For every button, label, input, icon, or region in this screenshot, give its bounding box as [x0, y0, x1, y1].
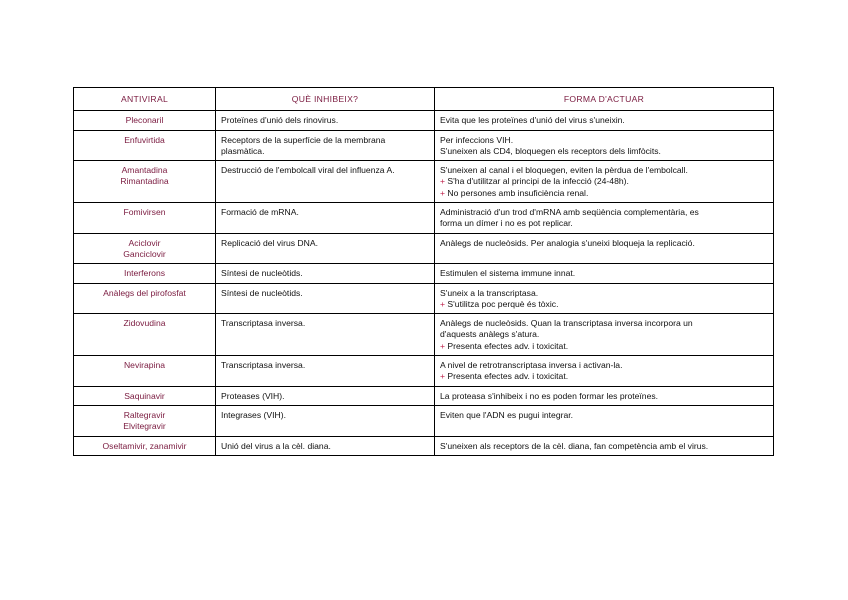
inhibits-text: Proteïnes d'unió dels rinovirus.	[221, 115, 339, 126]
action-line	[440, 176, 768, 187]
header-row	[74, 88, 774, 111]
action-line	[440, 188, 768, 199]
table-row	[74, 436, 774, 455]
table-row	[74, 203, 774, 234]
action-text: S'uneixen al canal i el bloquegen, eviten la pèrdua de l'embolcall.	[440, 165, 688, 176]
action-cell	[435, 130, 774, 161]
action-line	[440, 288, 768, 299]
drug-name: Rimantadina	[120, 176, 169, 187]
header-inhibits: QUÈ INHIBEIX?	[216, 88, 435, 111]
inhibits-cell	[216, 386, 435, 405]
inhibits-cell	[216, 203, 435, 234]
action-cell	[435, 436, 774, 455]
action-cell	[435, 233, 774, 264]
table-row	[74, 111, 774, 130]
inhibits-cell	[216, 283, 435, 314]
table-row	[74, 283, 774, 314]
action-line	[440, 341, 768, 352]
drug-name: Zidovudina	[123, 318, 166, 329]
table-row	[74, 161, 774, 203]
inhibits-cell	[216, 233, 435, 264]
inhibits-text: Receptors de la superfície de la membrana	[221, 134, 386, 145]
inhibits-cell	[216, 405, 435, 436]
plus-marker: +	[440, 176, 446, 187]
plus-marker: +	[440, 371, 446, 382]
action-text: Presenta efectes adv. i toxicitat.	[447, 340, 569, 351]
inhibits-cell	[216, 314, 435, 356]
table-row	[74, 314, 774, 356]
drug-name: Aciclovir	[128, 237, 161, 248]
action-text: Administració d'un trod d'mRNA amb seqüència complementària, es	[440, 207, 699, 218]
drug-name: Elvitegravir	[123, 421, 166, 432]
inhibits-cell	[216, 264, 435, 283]
drug-cell	[74, 386, 216, 405]
action-line	[440, 318, 768, 329]
drug-name: Ganciclovir	[123, 248, 166, 259]
drug-name: Pleconaril	[125, 115, 164, 126]
inhibits-cell	[216, 436, 435, 455]
drug-cell	[74, 233, 216, 264]
drug-name: Anàlegs del pirofosfat	[103, 287, 186, 298]
action-text: Per infeccions VIH.	[440, 134, 514, 145]
action-cell	[435, 356, 774, 387]
action-line	[440, 391, 768, 402]
action-text: S'utilitza poc perquè és tòxic.	[447, 298, 559, 309]
action-text: forma un dímer i no es pot replicar.	[440, 218, 573, 229]
action-line	[440, 410, 768, 421]
action-text: S'ha d'utilitzar al principi de la infecció (24-48h).	[447, 176, 629, 187]
action-line	[440, 238, 768, 249]
table-row	[74, 356, 774, 387]
action-line	[440, 329, 768, 340]
inhibits-text: Replicació del virus DNA.	[221, 237, 318, 248]
action-cell	[435, 111, 774, 130]
action-text: No persones amb insuficiència renal.	[447, 187, 589, 198]
table-header	[74, 88, 774, 111]
drug-name: Amantadina	[121, 165, 168, 176]
action-cell	[435, 203, 774, 234]
table-row	[74, 386, 774, 405]
drug-name: Fomivirsen	[123, 207, 166, 218]
inhibits-text: Transcriptasa inversa.	[221, 318, 306, 329]
action-text: S'uneixen als CD4, bloquegen els receptors dels limfòcits.	[440, 145, 661, 156]
inhibits-cell	[216, 111, 435, 130]
antiviral-table	[73, 87, 774, 456]
table-row	[74, 264, 774, 283]
action-text: S'uneix a la transcriptasa.	[440, 287, 539, 298]
drug-cell	[74, 356, 216, 387]
table-row	[74, 130, 774, 161]
plus-marker: +	[440, 340, 446, 351]
inhibits-text: Unió del virus a la cèl. diana.	[221, 440, 331, 451]
action-line	[440, 218, 768, 229]
action-cell	[435, 161, 774, 203]
inhibits-text: Integrases (VIH).	[221, 409, 286, 420]
inhibits-text: plasmàtica.	[221, 145, 265, 156]
drug-name: Interferons	[123, 268, 166, 279]
action-text: A nivel de retrotranscriptasa inversa i activan-la.	[440, 360, 623, 371]
action-text: Eviten que l'ADN es pugui integrar.	[440, 409, 574, 420]
inhibits-cell	[216, 161, 435, 203]
drug-cell	[74, 203, 216, 234]
drug-cell	[74, 264, 216, 283]
action-text: Estimulen el sistema immune innat.	[440, 268, 576, 279]
action-cell	[435, 386, 774, 405]
drug-cell	[74, 436, 216, 455]
drug-name: Oseltamivir, zanamivir	[102, 440, 187, 451]
drug-cell	[74, 130, 216, 161]
action-cell	[435, 314, 774, 356]
drug-cell	[74, 283, 216, 314]
inhibits-text: Destrucció de l'embolcall viral del influenza A.	[221, 165, 395, 176]
inhibits-text: Formació de mRNA.	[221, 207, 299, 218]
inhibits-cell	[216, 356, 435, 387]
header-action: FORMA D'ACTUAR	[435, 88, 774, 111]
drug-name: Nevirapina	[123, 360, 166, 371]
table-row	[74, 405, 774, 436]
header-antiviral: ANTIVIRAL	[74, 88, 216, 111]
action-line	[440, 146, 768, 157]
action-line	[440, 135, 768, 146]
action-text: Presenta efectes adv. i toxicitat.	[447, 371, 569, 382]
action-line	[440, 207, 768, 218]
plus-marker: +	[440, 187, 446, 198]
drug-name: Enfuvirtida	[124, 134, 165, 145]
inhibits-text: Proteases (VIH).	[221, 390, 285, 401]
action-text: Anàlegs de nucleòsids. Quan la transcriptasa inversa incorpora un	[440, 318, 693, 329]
drug-cell	[74, 314, 216, 356]
inhibits-text: Síntesi de nucleòtids.	[221, 287, 303, 298]
action-line	[440, 299, 768, 310]
plus-marker: +	[440, 298, 446, 309]
action-text: Evita que les proteïnes d'unió del virus s'uneixin.	[440, 115, 625, 126]
drug-cell	[74, 405, 216, 436]
action-line	[440, 441, 768, 452]
action-text: Anàlegs de nucleòsids. Per analogia s'uneixi bloqueja la replicació.	[440, 237, 695, 248]
action-line	[440, 268, 768, 279]
table-body	[74, 111, 774, 456]
drug-name: Raltegravir	[123, 409, 166, 420]
drug-name: Saquinavir	[124, 390, 165, 401]
inhibits-text: Síntesi de nucleòtids.	[221, 268, 303, 279]
action-cell	[435, 283, 774, 314]
action-text: d'aquests anàlegs s'atura.	[440, 329, 540, 340]
drug-cell	[74, 111, 216, 130]
drug-cell	[74, 161, 216, 203]
action-line	[440, 360, 768, 371]
inhibits-cell	[216, 130, 435, 161]
inhibits-text: Transcriptasa inversa.	[221, 360, 306, 371]
action-cell	[435, 264, 774, 283]
table-row	[74, 233, 774, 264]
action-line	[440, 371, 768, 382]
action-text: La proteasa s'inhibeix i no es poden formar les proteïnes.	[440, 390, 659, 401]
action-text: S'uneixen als receptors de la cèl. diana, fan competència amb el virus.	[440, 440, 709, 451]
action-line	[440, 115, 768, 126]
action-cell	[435, 405, 774, 436]
action-line	[440, 165, 768, 176]
